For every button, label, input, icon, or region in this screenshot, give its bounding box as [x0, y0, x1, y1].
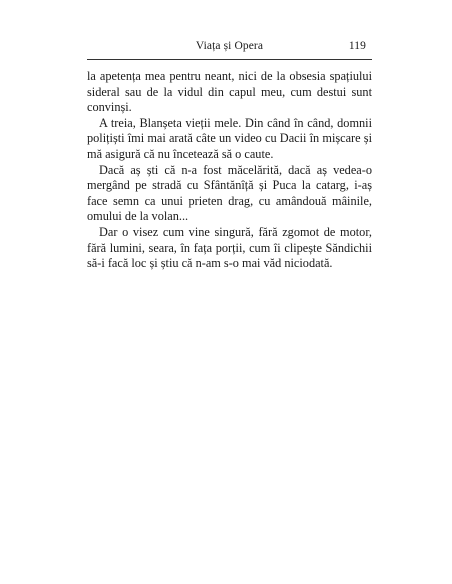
page-number: 119	[348, 40, 366, 52]
running-title: Viața și Opera	[195, 40, 264, 52]
running-header	[87, 38, 372, 56]
body-text	[87, 69, 372, 272]
paragraph-1: la apetența mea pentru neant, nici de la obsesia spațiului sideral sau de la vidul din capul meu, cum destui sunt convinși.	[87, 69, 372, 115]
header-rule	[87, 59, 372, 60]
paragraph-2: A treia, Blanșeta vieții mele. Din când în când, domnii polițiști îmi mai arată câte un video cu Dacii în mișcare și mă asigură că nu încetează să o caute.	[87, 115, 372, 161]
paragraph-4: Dar o visez cum vine singură, fără zgomot de motor, fără lumini, seara, în fața porții, cum îi clipește Săndichii să-i facă loc și știu că n-am s-o mai văd niciodată.	[87, 224, 372, 271]
paragraph-3: Dacă aș ști că n-a fost măcelărită, dacă aș vedea-o mergând pe stradă cu Sfântănîță și Puca la catarg, i-aș face semn ca unui prieten drag, cu amândouă mâinile, omului de la volan...	[87, 162, 372, 224]
